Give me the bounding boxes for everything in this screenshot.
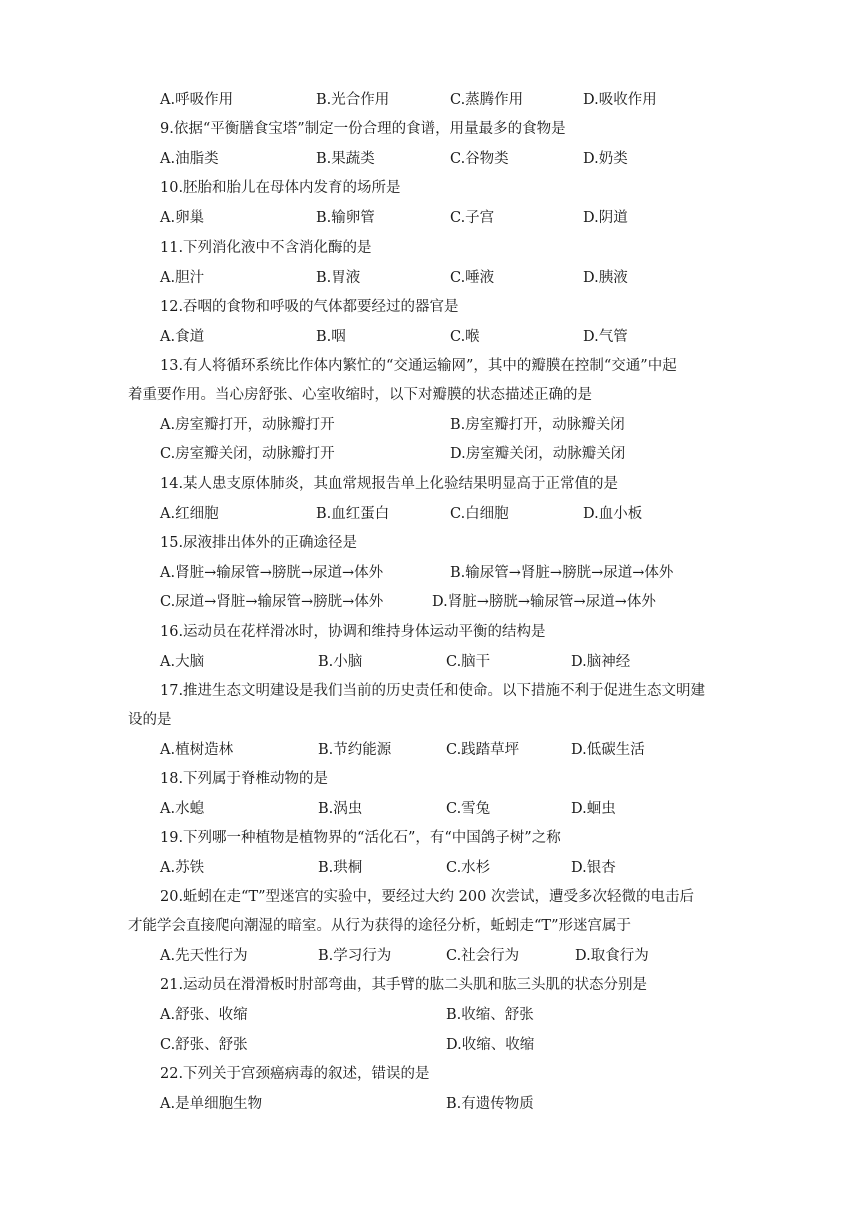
q11-option-d: D.胰液 [583, 270, 628, 286]
q17-stem-line1: 17.推进生态文明建设是我们当前的历史责任和使命。以下措施不利于促进生态文明建 [160, 683, 706, 699]
q13-option-b: B.房室瓣打开，动脉瓣关闭 [450, 417, 625, 433]
q17-option-d: D.低碳生活 [571, 742, 645, 758]
q13-option-a: A.房室瓣打开，动脉瓣打开 [160, 417, 335, 433]
q12-stem: 12.吞咽的食物和呼吸的气体都要经过的器官是 [160, 299, 459, 315]
q20-stem-line2: 才能学会直接爬向潮湿的暗室。从行为获得的途径分析，蚯蚓走“T”形迷宫属于 [128, 918, 631, 934]
q15-stem: 15.尿液排出体外的正确途径是 [160, 535, 358, 551]
q19-option-b: B.珙桐 [318, 860, 363, 876]
q12-option-d: D.气管 [583, 329, 628, 345]
q16-option-a: A.大脑 [160, 654, 205, 670]
q16-option-b: B.小脑 [318, 654, 363, 670]
q14-option-b: B.血红蛋白 [316, 506, 390, 522]
q22-option-b: B.有遗传物质 [446, 1096, 534, 1112]
q18-stem: 18.下列属于脊椎动物的是 [160, 771, 329, 787]
q9-stem: 9.依据“平衡膳食宝塔”制定一份合理的食谱，用量最多的食物是 [160, 121, 566, 137]
q18-option-d: D.蛔虫 [571, 801, 616, 817]
q13-stem-line2: 着重要作用。当心房舒张、心室收缩时，以下对瓣膜的状态描述正确的是 [128, 387, 592, 403]
q17-option-b: B.节约能源 [318, 742, 392, 758]
q10-option-b: B.输卵管 [316, 210, 375, 226]
q22-option-a: A.是单细胞生物 [160, 1096, 263, 1112]
q11-option-c: C.唾液 [450, 270, 495, 286]
q13-option-d: D.房室瓣关闭，动脉瓣关闭 [450, 446, 626, 462]
q20-stem-line1: 20.蚯蚓在走“T”型迷宫的实验中，要经过大约 200 次尝试，遭受多次轻微的电击后 [160, 889, 694, 905]
q19-option-d: D.银杏 [571, 860, 616, 876]
q8-option-d: D.吸收作用 [583, 92, 657, 108]
q21-option-c: C.舒张、舒张 [160, 1037, 248, 1053]
q19-option-a: A.苏铁 [160, 860, 205, 876]
q17-stem-line2: 设的是 [128, 712, 172, 728]
q13-stem-line1: 13.有人将循环系统比作体内繁忙的“交通运输网”，其中的瓣膜在控制“交通”中起 [160, 358, 677, 374]
q14-option-c: C.白细胞 [450, 506, 509, 522]
q21-option-b: B.收缩、舒张 [446, 1007, 534, 1023]
q15-option-c: C.尿道→肾脏→输尿管→膀胱→体外 [160, 594, 384, 610]
q16-option-d: D.脑神经 [571, 654, 631, 670]
q12-option-c: C.喉 [450, 329, 480, 345]
q9-option-c: C.谷物类 [450, 151, 509, 167]
q8-option-b: B.光合作用 [316, 92, 390, 108]
q22-stem: 22.下列关于宫颈癌病毒的叙述，错误的是 [160, 1066, 430, 1082]
q9-option-d: D.奶类 [583, 151, 628, 167]
q20-option-b: B.学习行为 [318, 948, 392, 964]
q20-option-a: A.先天性行为 [160, 948, 248, 964]
q21-stem: 21.运动员在滑滑板时肘部弯曲，其手臂的肱二头肌和肱三头肌的状态分别是 [160, 977, 648, 993]
q15-option-b: B.输尿管→肾脏→膀胱→尿道→体外 [450, 565, 674, 581]
q13-option-c: C.房室瓣关闭，动脉瓣打开 [160, 446, 335, 462]
q15-option-d: D.肾脏→膀胱→输尿管→尿道→体外 [432, 594, 656, 610]
q19-stem: 19.下列哪一种植物是植物界的“活化石”，有“中国鸽子树”之称 [160, 830, 561, 846]
q11-option-a: A.胆汁 [160, 270, 205, 286]
q10-option-a: A.卵巢 [160, 210, 205, 226]
q17-option-a: A.植树造林 [160, 742, 234, 758]
q12-option-b: B.咽 [316, 329, 346, 345]
q15-option-a: A.肾脏→输尿管→膀胱→尿道→体外 [160, 565, 384, 581]
q17-option-c: C.践踏草坪 [446, 742, 520, 758]
q10-option-c: C.子宫 [450, 210, 495, 226]
q20-option-c: C.社会行为 [446, 948, 520, 964]
q21-option-d: D.收缩、收缩 [446, 1037, 535, 1053]
q16-stem: 16.运动员在花样滑冰时，协调和维持身体运动平衡的结构是 [160, 624, 546, 640]
q10-option-d: D.阴道 [583, 210, 628, 226]
q14-stem: 14.某人患支原体肺炎，其血常规报告单上化验结果明显高于正常值的是 [160, 476, 619, 492]
q16-option-c: C.脑干 [446, 654, 491, 670]
q9-option-b: B.果蔬类 [316, 151, 375, 167]
q14-option-d: D.血小板 [583, 506, 643, 522]
q18-option-c: C.雪兔 [446, 801, 491, 817]
q11-stem: 11.下列消化液中不含消化酶的是 [160, 240, 372, 256]
q10-stem: 10.胚胎和胎儿在母体内发育的场所是 [160, 180, 401, 196]
q18-option-a: A.水螅 [160, 801, 205, 817]
q14-option-a: A.红细胞 [160, 506, 219, 522]
q18-option-b: B.涡虫 [318, 801, 363, 817]
q19-option-c: C.水杉 [446, 860, 491, 876]
q20-option-d: D.取食行为 [575, 948, 649, 964]
q9-option-a: A.油脂类 [160, 151, 219, 167]
q8-option-c: C.蒸腾作用 [450, 92, 524, 108]
q8-option-a: A.呼吸作用 [160, 92, 234, 108]
q12-option-a: A.食道 [160, 329, 205, 345]
q11-option-b: B.胃液 [316, 270, 361, 286]
q21-option-a: A.舒张、收缩 [160, 1007, 248, 1023]
